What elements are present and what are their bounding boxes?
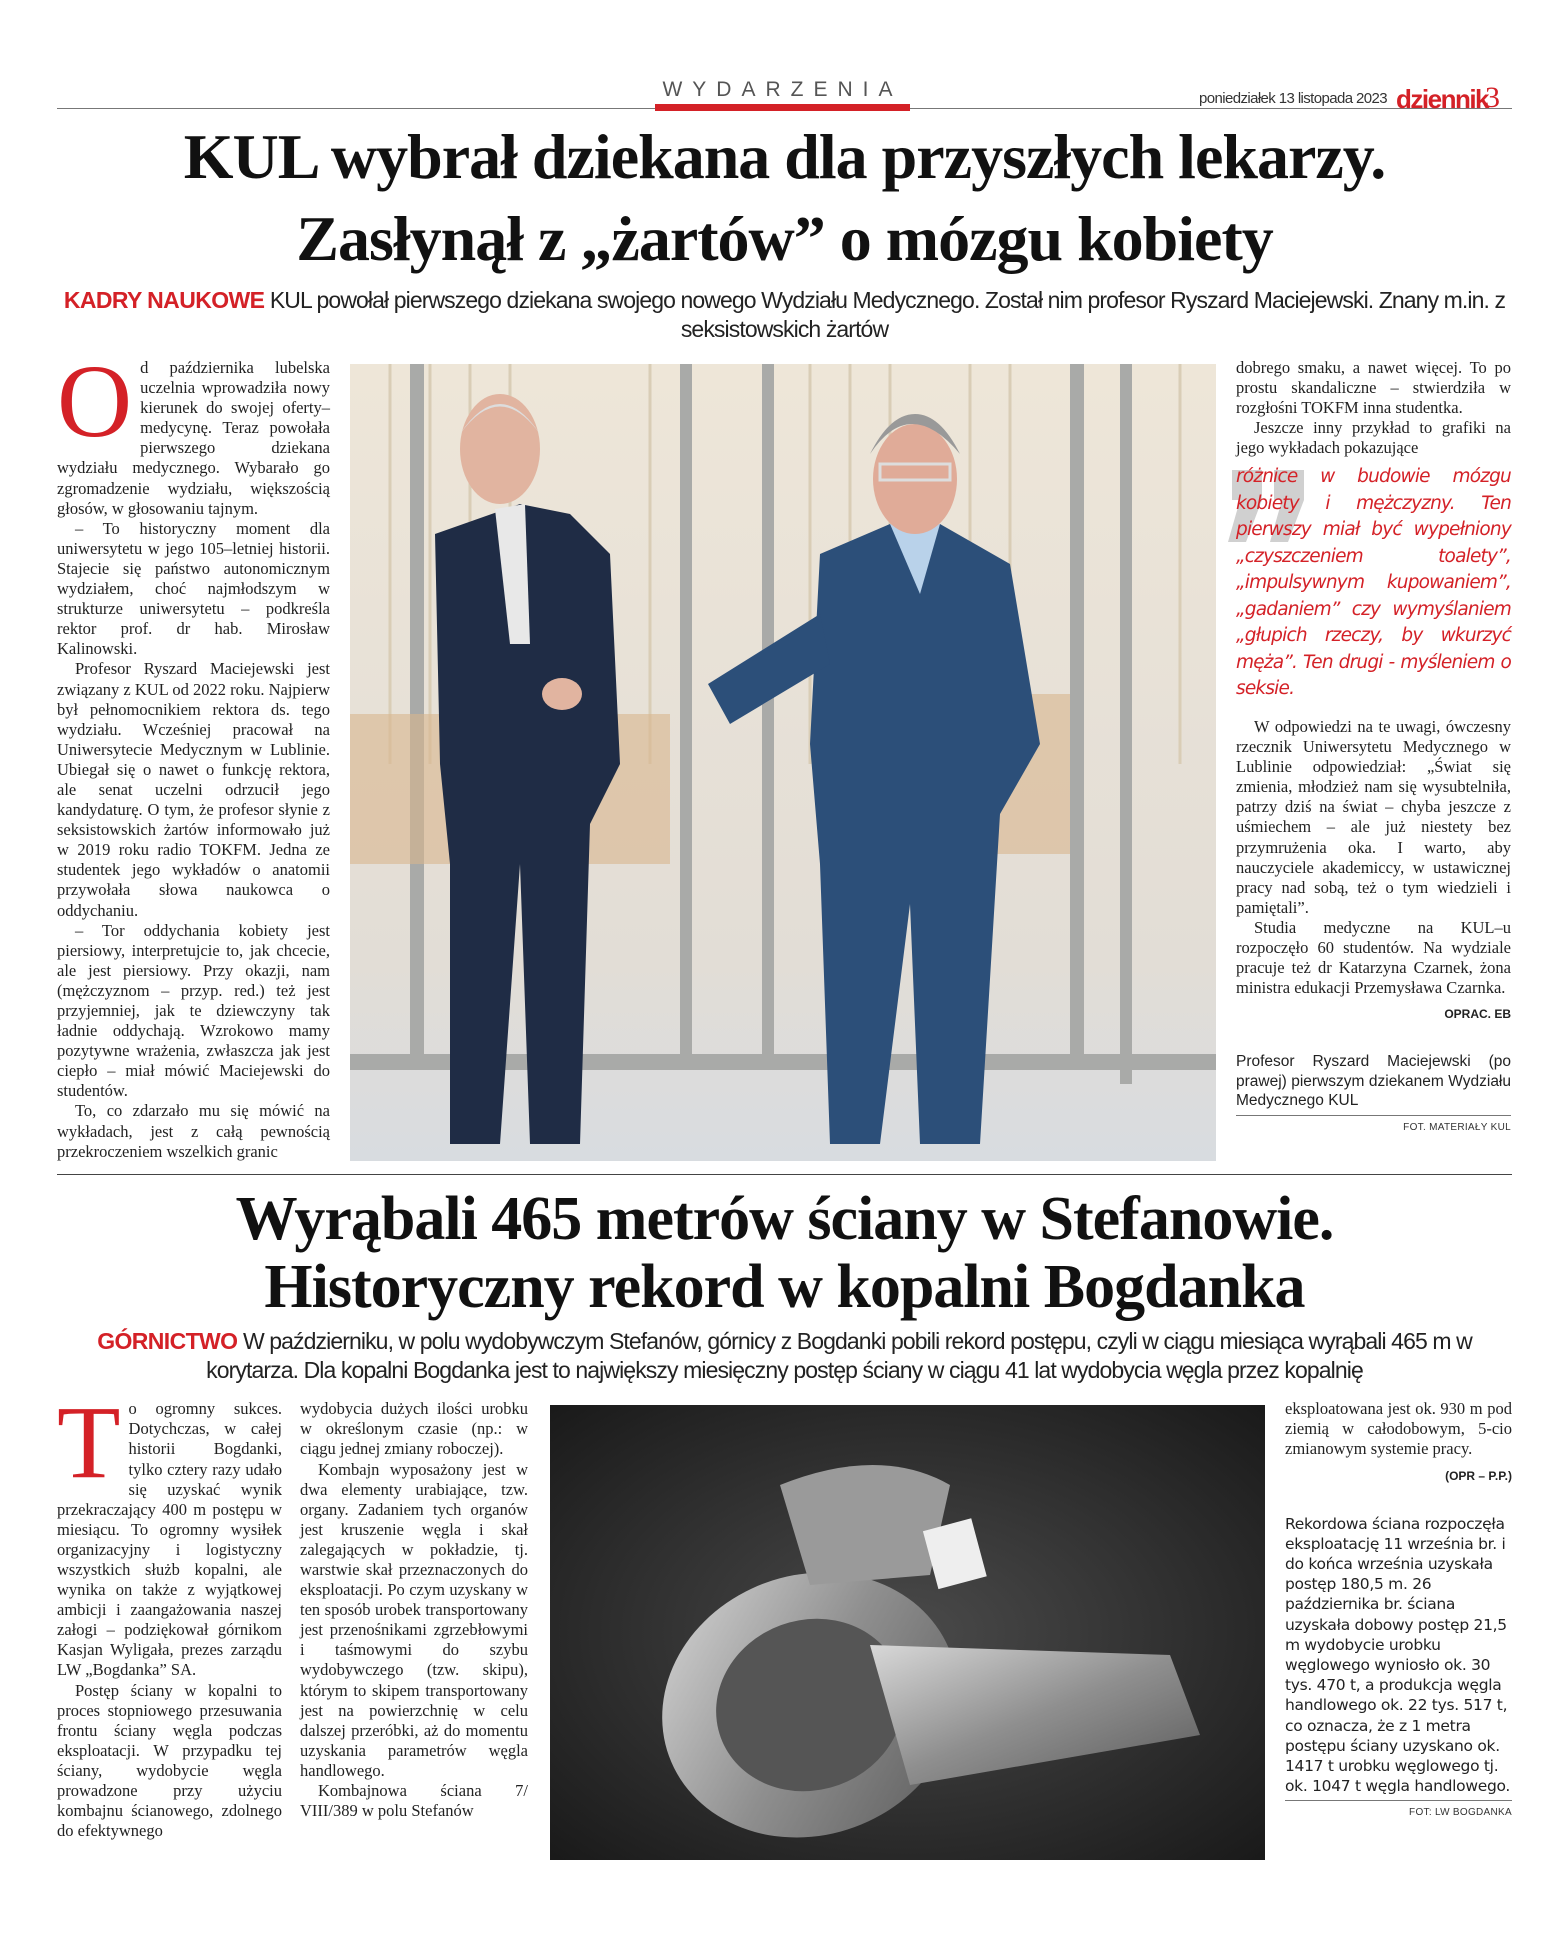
kicker: GÓRNICTWO xyxy=(97,1328,238,1355)
pull-quote-text: różnice w budowie mózgu kobiety i mężczyzny. Ten pierwszy miał być wypełniony „czyszczeniem toalety”, „impulsywnym kupowaniem”, „gadaniem” czy wymyślaniem „głupich rzeczy, by wkurzyć męża”. Ten drugi - myśleniem o seksie. xyxy=(1236,466,1511,700)
drop-cap: O xyxy=(57,344,133,459)
headline-line: KUL wybrał dziekana dla przyszłych lekarzy. xyxy=(183,121,1386,192)
article2-photo xyxy=(550,1405,1265,1860)
paragraph: – To historyczny moment dla uniwersytetu w jego 105–letniej historii. Stajecie się państwo autonomicznym wydziałem, choć najmłodszym w strukturze uniwersytetu – podkreśla rektor prof. dr hab. Mirosław Kalinowski. xyxy=(57,518,330,659)
photo-credit: FOT. MATERIAŁY KUL xyxy=(1236,1115,1511,1138)
paragraph: Jeszcze inny przykład to grafiki na jego wykładach pokazujące xyxy=(1236,418,1511,458)
article-separator xyxy=(57,1174,1512,1176)
section-label: WYDARZENIA xyxy=(662,78,903,101)
paragraph: Profesor Ryszard Maciejewski jest związany z KUL od 2022 roku. Najpierw był pełnomocnikiem rektora ds. tego wydziału. Wcześniej pracował na Uniwersytecie Medycznym w Lublinie. Ubiegał się o nawet o funkcję rektora, ale senat uczelni odrzucił jego kandydaturę. O tym, że profesor słynie z seksistowskich żartów informowało już w 2019 roku radio TOKFM. Jedna ze studentek jego wykładów o anatomii przywołała słowa naukowca o oddychaniu. xyxy=(57,659,330,920)
article2-deck xyxy=(57,1327,1512,1385)
article2-column-1 xyxy=(57,1385,282,1841)
paragraph: To, co zdarzało mu się mówić na wykładach, jest z całą pewnością przekroczeniem wszelkich granic xyxy=(57,1101,330,1161)
author-signature: (OPR – P.P.) xyxy=(1445,1468,1512,1483)
article1-column-1 xyxy=(57,344,330,1162)
photo-caption: Profesor Ryszard Maciejewski (po prawej) pierwszym dziekanem Wydziału Medycznego KUL xyxy=(1236,1053,1511,1110)
article2-column-3 xyxy=(1285,1399,1512,1823)
paragraph: dobrego smaku, a nawet więcej. To po prostu skandaliczne – stwierdziła w rozgłośni TOKFM inna studentka. xyxy=(1236,358,1511,418)
info-box: Rekordowa ściana rozpoczęła eksploatację 11 września br. i do końca września uzyskała postęp 180,5 m. 26 października br. ściana uzyskała dobowy postęp 21,5 m wydobycie urobku węglowego wyniosło ok. 30 tys. 470 t, a produkcja węgla handlowego ok. 22 tys. 517 t, co oznacza, że z 1 metra postępu ściany uzyskano ok. 1417 t urobku węglowego tj. ok. 1047 t węgla handlowego. xyxy=(1285,1514,1511,1796)
section-accent-bar xyxy=(655,104,910,111)
deck-text: KUL powołał pierwszego dziekana swojego nowego Wydziału Medycznego. Został nim profesor Ryszard Maciejewski. Znany m.in. z seksistowskich żartów xyxy=(269,287,1506,342)
article2-column-2 xyxy=(300,1399,528,1821)
paragraph: W odpowiedzi na te uwagi, ówczesny rzecznik Uniwersytetu Medycznego w Lublinie odpowiedział: „Świat się zmienia, młodzież nam się wysubtelniła, patrzy dziś na świat – chyba jeszcze z uśmiechem – ale już niestety bez przymrużenia oka. I warto, aby nauczyciele akademiccy, w ustawicznej pracy nad sobą, też o tym wiedzieli i pamiętali”. xyxy=(1236,716,1511,917)
kicker: KADRY NAUKOWE xyxy=(63,287,265,313)
headline-line: Historyczny rekord w kopalni Bogdanka xyxy=(264,1253,1305,1322)
paragraph: o ogromny sukces. Dotychczas, w całej historii Bogdanki, tylko cztery razy udało się uzyskać wynik przekraczający 400 m postępu w miesiącu. To ogromny wysiłek organizacyjny i logistyczny wszystkich służb kopalni, ale wynika on także z wyjątkowej ambicji i zaangażowania naszej załogi – podziękował górnikom Kasjan Wyligała, prezes zarządu LW „Bogdanka” SA. xyxy=(57,1399,282,1680)
paragraph: eksploatowana jest ok. 930 m pod ziemią w całodobowym, 5-cio zmianowym systemie pracy. xyxy=(1285,1399,1512,1459)
paragraph: d października lubelska uczelnia wprowadziła nowy kierunek do swojej oferty–medycynę. Teraz powołała pierwszego dziekana wydziału medycznego. Wybarało go zgromadzenie wydziału, większością głosów, w głosowaniu tajnym. xyxy=(57,358,330,518)
article1-body xyxy=(57,344,1512,1162)
article1-photo xyxy=(350,364,1216,1161)
paragraph: Kombajnowa ściana 7/ VIII/389 w polu Stefanów xyxy=(300,1781,528,1821)
article2-body xyxy=(57,1385,1512,1860)
paragraph: Postęp ściany w kopalni to proces stopniowego przesuwania frontu ściany węgla podczas eksploatacji. W przypadku tej ściany, wydobycie węgla prowadzone przy użyciu kombajnu ścianowego, zdolnego do efektywnego xyxy=(57,1680,282,1841)
article1-column-3 xyxy=(1236,358,1511,1138)
article1-headline xyxy=(57,116,1512,280)
headline-line: Zasłynął z „żartów” o mózgu kobiety xyxy=(296,203,1273,274)
paragraph: Studia medyczne na KUL–u rozpoczęło 60 studentów. Na wydziale pracuje też dr Katarzyna Czarnek, żona ministra edukacji Przemysława Czarnka. xyxy=(1236,917,1511,998)
page-header xyxy=(57,0,1512,112)
newspaper-logo: dziennik xyxy=(1396,84,1489,114)
article1-deck xyxy=(57,286,1512,344)
page-number: 3 xyxy=(1485,81,1500,114)
pull-quote xyxy=(1236,464,1511,703)
headline-line: Wyrąbali 465 metrów ściany w Stefanowie. xyxy=(235,1185,1334,1254)
author-signature: OPRAC. EB xyxy=(1444,1007,1511,1022)
paragraph: Kombajn wyposażony jest w dwa elementy urabiające, tzw. organy. Zadaniem tych organów jest kruszenie węgla i skał zalegających w pokładzie, tj. warstwie skał przeznaczonych do eksploatacji. Po czym uzyskany w ten sposób urobek transportowany jest przenośnikami zgrzebłowymi i taśmowymi do szybu wydobywczego (tzw. skipu), którym to skipem transportowany jest na powierzchnię w celu dalszej przeróbki, aż do momentu uzyskania parametrów węgla handlowego. xyxy=(300,1459,528,1780)
photo-credit: FOT: LW BOGDANKA xyxy=(1285,1800,1512,1823)
paragraph: wydobycia dużych ilości urobku w określonym czasie (np.: w ciągu jednej zmiany roboczej). xyxy=(300,1399,528,1459)
article2-headline xyxy=(57,1185,1512,1321)
paragraph: – Tor oddychania kobiety jest piersiowy, interpretujcie to, jak chcecie, ale jest piersiowy. Przy okazji, nam (mężczyznom – przyp. red.) też jest przyjemniej, jak te dziewczyny tak ładnie oddychają. Wzrokowo mamy pozytywne wrażenia, zwłaszcza jak jest ciepło – miał mówić Maciejewski do studentów. xyxy=(57,920,330,1101)
deck-text: W październiku, w polu wydobywczym Stefanów, górnicy z Bogdanki pobili rekord postępu, czyli w ciągu miesiąca wyrąbali 465 m w korytarza. Dla kopalni Bogdanka jest to największy miesięczny postęp ściany w ciągu 41 lat wydobycia węgla przez kopalnię xyxy=(206,1328,1472,1384)
issue-date: poniedziałek 13 listopada 2023 xyxy=(1199,90,1387,107)
drop-cap: T xyxy=(57,1385,121,1501)
